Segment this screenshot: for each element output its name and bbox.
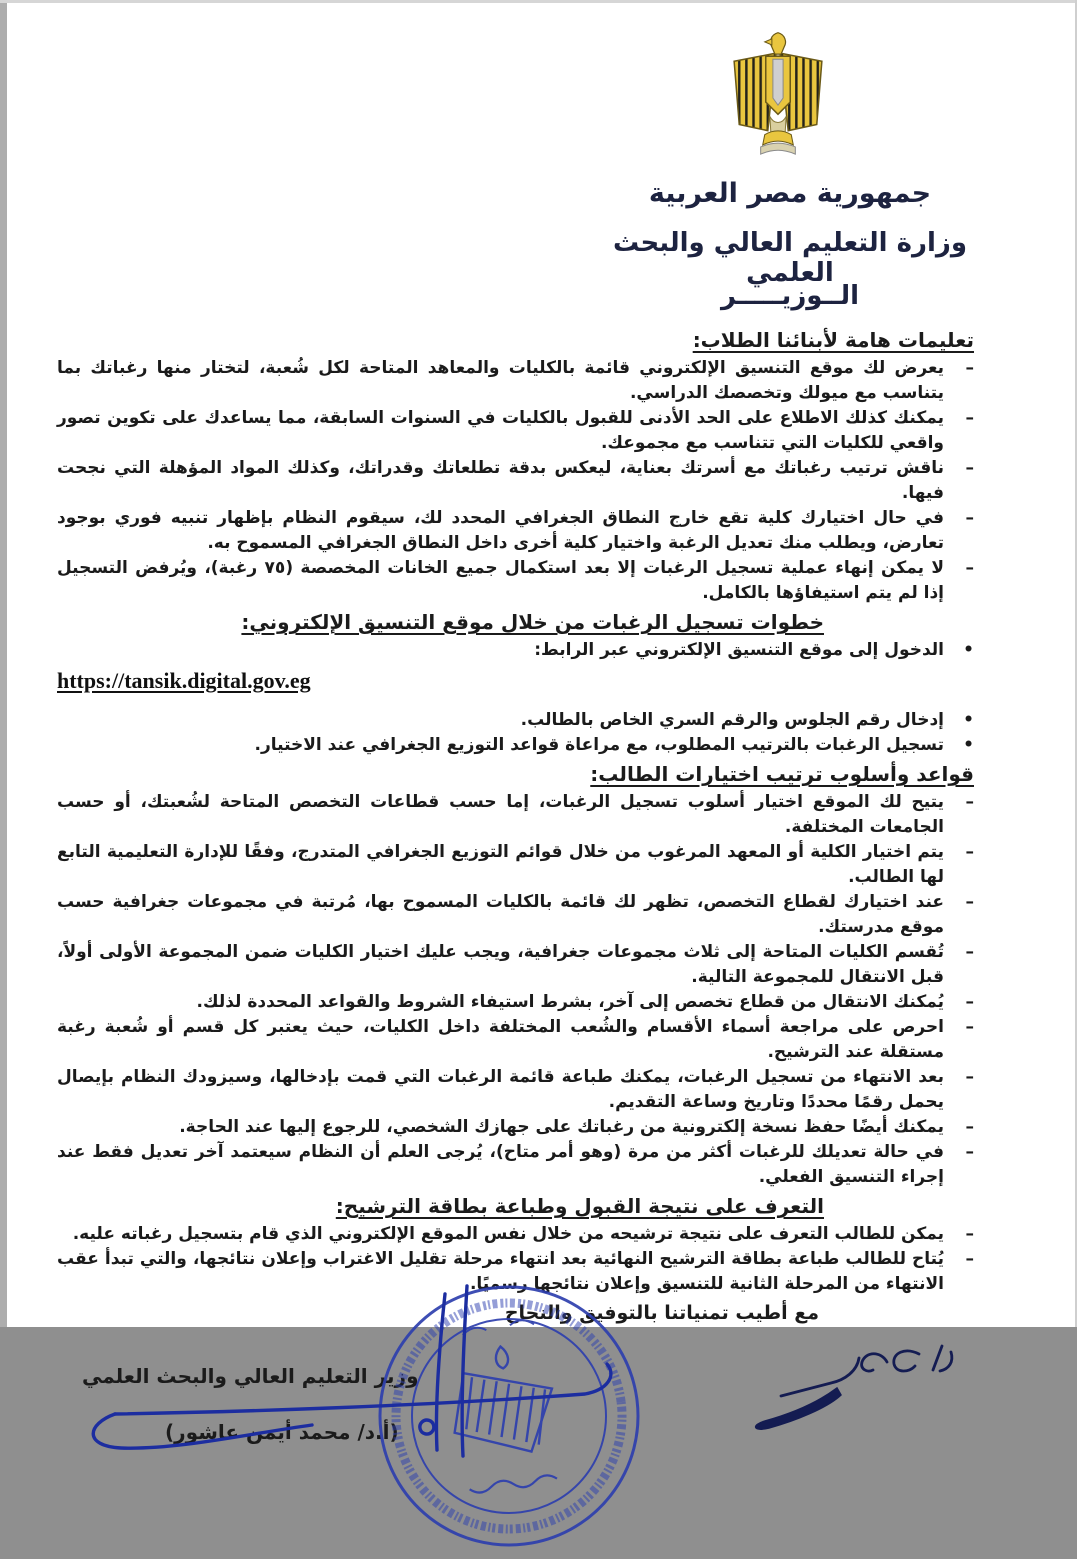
dash-marker: – xyxy=(965,842,974,862)
dash-marker: – xyxy=(965,1224,974,1244)
dash-marker: – xyxy=(965,1017,974,1037)
bullet-marker: • xyxy=(963,710,974,730)
ministry-name: وزارة التعليم العالي والبحث العلمي xyxy=(613,228,967,288)
minister-title-heading: الــوزيـــــر xyxy=(720,281,860,311)
section-heading-results: التعرف على نتيجة القبول وطباعة بطاقة الترشيح: xyxy=(335,1194,824,1218)
list-item: – يُتاح للطالب طباعة بطاقة الترشيح النهائية بعد انتهاء مرحلة تقليل الاغتراب وإعلان نتائجها، والتي تبدأ عقب الانتهاء من المرحلة الثانية للتنسيق وإعلان نتائجها رسميًا. xyxy=(57,1247,974,1297)
list-item: – في حال اختيارك كلية تقع خارج النطاق الجغرافي المحدد لك، سيقوم النظام بإظهار تنبيه فوري بوجود تعارض، ويطلب منك تعديل الرغبة واختيار كلية أخرى داخل النطاق الجغرافي المسموح به. xyxy=(57,506,974,556)
dash-marker: – xyxy=(965,508,974,528)
section-heading-rules: قواعد وأسلوب ترتيب اختيارات الطالب: xyxy=(590,762,974,786)
republic-name: جمهورية مصر العربية xyxy=(648,178,932,209)
tansik-link[interactable]: https://tansik.digital.gov.eg xyxy=(57,668,311,693)
dash-marker: – xyxy=(965,942,974,962)
list-item: – تُقسم الكليات المتاحة إلى ثلاث مجموعات جغرافية، ويجب عليك اختيار الكليات ضمن المجموعة الأولى أولاً، قبل الانتقال للمجموعة التالية. xyxy=(57,940,974,990)
list-item: • تسجيل الرغبات بالترتيب المطلوب، مع مراعاة قواعد التوزيع الجغرافي عند الاختيار. xyxy=(57,733,974,758)
dash-marker: – xyxy=(965,1142,974,1162)
list-item: – بعد الانتهاء من تسجيل الرغبات، يمكنك طباعة قائمة الرغبات التي قمت بإدخالها، وسيزودك النظام بإيصال يحمل رقمًا محددًا وتاريخ وساعة التقديم. xyxy=(57,1065,974,1115)
section-heading-steps: خطوات تسجيل الرغبات من خلال موقع التنسيق الإلكتروني: xyxy=(241,610,824,634)
dash-marker: – xyxy=(965,408,974,428)
list-item: – ناقش ترتيب رغباتك مع أسرتك بعناية، ليعكس بدقة تطلعاتك وقدراتك، وكذلك المواد المؤهلة التي نجحت فيها. xyxy=(57,456,974,506)
list-item: • إدخال رقم الجلوس والرقم السري الخاص بالطالب. xyxy=(57,708,974,733)
list-item: – عند اختيارك لقطاع التخصص، تظهر لك قائمة بالكليات المسموح بها، مُرتبة في مجموعات جغرافية حسب موقع مدرستك. xyxy=(57,890,974,940)
section-heading-instructions: تعليمات هامة لأبنائنا الطلاب: xyxy=(692,328,974,352)
list-item: – يُمكنك الانتقال من قطاع تخصص إلى آخر، بشرط استيفاء الشروط والقواعد المحددة لذلك. xyxy=(57,990,974,1015)
list-item: – يمكنك كذلك الاطلاع على الحد الأدنى للقبول بالكليات في السنوات السابقة، مما يساعدك على تكوين تصور واقعي للكليات التي تتناسب مع مجموعك. xyxy=(57,406,974,456)
dash-marker: – xyxy=(965,992,974,1012)
closing-wishes: مع أطيب تمنياتنا بالتوفيق والنجاح xyxy=(504,1302,819,1324)
dash-marker: – xyxy=(965,458,974,478)
list-item: – يمكن للطالب التعرف على نتيجة ترشيحه من خلال نفس الموقع الإلكتروني الذي قام بتسجيل رغباته عليه. xyxy=(57,1222,974,1247)
list-item: • الدخول إلى موقع التنسيق الإلكتروني عبر الرابط: xyxy=(57,638,974,663)
egypt-coat-of-arms-icon xyxy=(727,30,829,170)
tansik-url-row xyxy=(57,668,962,696)
handwritten-note-icon xyxy=(739,1322,969,1445)
signer-title: وزير التعليم العالي والبحث العلمي xyxy=(82,1364,419,1388)
list-item: – يعرض لك موقع التنسيق الإلكتروني قائمة بالكليات والمعاهد المتاحة لكل شُعبة، لتختار منها رغباتك بما يتناسب مع ميولك وتخصصك الدراسي. xyxy=(57,356,974,406)
list-item: – لا يمكن إنهاء عملية تسجيل الرغبات إلا بعد استكمال جميع الخانات المخصصة (٧٥ رغبة)، ويُرفض التسجيل إذا لم يتم استيفاؤها بالكامل. xyxy=(57,556,974,606)
scan-edge xyxy=(0,0,7,1327)
dash-marker: – xyxy=(965,558,974,578)
scan-edge xyxy=(0,0,1077,3)
signature-block xyxy=(57,1334,974,1484)
bullet-marker: • xyxy=(963,735,974,755)
list-item: – يمكنك أيضًا حفظ نسخة إلكترونية من رغباتك على جهازك الشخصي، للرجوع إليها عند الحاجة. xyxy=(57,1115,974,1140)
letter-body xyxy=(57,324,974,1484)
dash-marker: – xyxy=(965,1117,974,1137)
minister-handwritten-signature-icon xyxy=(77,1272,677,1485)
dash-marker: – xyxy=(965,1249,974,1269)
bullet-marker: • xyxy=(963,640,974,660)
list-item: – يتيح لك الموقع اختيار أسلوب تسجيل الرغبات، إما حسب قطاعات التخصص المتاحة لشُعبتك، أو حسب الجامعات المختلفة. xyxy=(57,790,974,840)
list-item: – احرص على مراجعة أسماء الأقسام والشُعب المختلفة داخل الكليات، حيث يعتبر كل قسم أو شُعبة رغبة مستقلة عند الترشيح. xyxy=(57,1015,974,1065)
dash-marker: – xyxy=(965,792,974,812)
signer-name: (أ.د/ محمد أيمن عاشور) xyxy=(165,1420,399,1444)
dash-marker: – xyxy=(965,1067,974,1087)
dash-marker: – xyxy=(965,358,974,378)
list-item: – يتم اختيار الكلية أو المعهد المرغوب من خلال قوائم التوزيع الجغرافي المتدرج، وفقًا للإدارة التعليمية التابع لها الطالب. xyxy=(57,840,974,890)
list-item: – في حالة تعديلك للرغبات أكثر من مرة (وهو أمر متاح)، يُرجى العلم أن النظام سيعتمد آخر تعديل فقط عند إجراء التنسيق الفعلي. xyxy=(57,1140,974,1190)
dash-marker: – xyxy=(965,892,974,912)
